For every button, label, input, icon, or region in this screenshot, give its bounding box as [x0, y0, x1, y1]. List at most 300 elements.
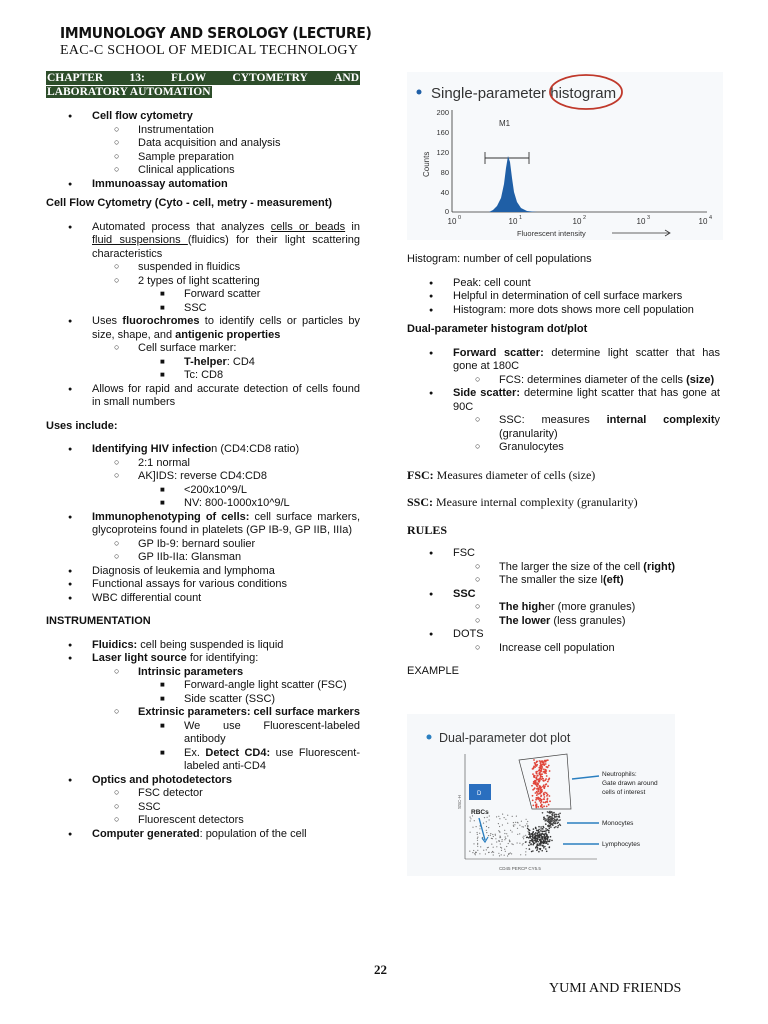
- monocyte-dot: [555, 823, 557, 825]
- subsubitem: ■ We use Fluorescent-labeled antibody: [46, 720, 360, 747]
- neutrophil-dot: [547, 781, 549, 783]
- neutrophils-label: Gate drawn around: [602, 780, 658, 787]
- debris-dot: [525, 835, 526, 836]
- lymphocyte-dot: [528, 845, 530, 847]
- lymphocyte-dot: [546, 835, 548, 837]
- debris-dot: [491, 844, 492, 845]
- lymphocyte-dot: [545, 828, 547, 830]
- subitem: ○ suspended in fluidics: [46, 261, 360, 275]
- debris-dot: [523, 836, 524, 837]
- lymphocyte-dot: [544, 840, 546, 842]
- neutrophil-dot: [532, 805, 534, 807]
- neutrophil-dot: [549, 800, 551, 802]
- monocyte-dot: [552, 820, 554, 822]
- debris-dot: [527, 821, 528, 822]
- lymphocyte-dot: [538, 851, 540, 853]
- neutrophil-dot: [543, 802, 545, 804]
- neutrophil-dot: [543, 768, 545, 770]
- bullet: ● Histogram: more dots shows more cell population: [407, 304, 720, 318]
- debris-dot: [502, 839, 503, 840]
- lymphocyte-dot: [533, 838, 535, 840]
- debris-dot: [522, 826, 523, 827]
- subitem: ○ FCS: determines diameter of the cells (size): [407, 374, 720, 388]
- monocyte-dot: [559, 813, 561, 815]
- neutrophil-dot: [546, 792, 548, 794]
- neutrophil-dot: [535, 797, 537, 799]
- lymphocyte-dot: [533, 828, 535, 830]
- monocyte-dot: [549, 822, 551, 824]
- debris-dot: [489, 815, 490, 816]
- monocyte-dot: [557, 822, 559, 824]
- debris-dot: [517, 822, 518, 823]
- lymphocyte-dot: [532, 837, 534, 839]
- lymphocyte-dot: [529, 848, 531, 850]
- monocyte-dot: [547, 815, 549, 817]
- neutrophil-dot: [545, 763, 547, 765]
- lymphocyte-dot: [533, 840, 535, 842]
- lymphocyte-dot: [537, 843, 539, 845]
- lymphocyte-dot: [549, 839, 551, 841]
- neutrophil-dot: [535, 801, 537, 803]
- debris-dot: [509, 853, 510, 854]
- y-tick: 40: [440, 188, 449, 197]
- toc-subitem: ○ Instrumentation: [46, 124, 360, 138]
- neutrophil-dot: [534, 780, 536, 782]
- debris-dot: [525, 825, 526, 826]
- neutrophil-dot: [533, 768, 535, 770]
- debris-dot: [487, 847, 488, 848]
- debris-dot: [498, 853, 499, 854]
- monocyte-dot: [542, 828, 544, 830]
- monocyte-dot: [559, 824, 561, 826]
- monocyte-dot: [542, 812, 544, 814]
- neutrophil-dot: [537, 793, 539, 795]
- lymphocyte-dot: [535, 828, 537, 830]
- debris-dot: [523, 826, 524, 827]
- rule-ssc: ● SSC: [407, 588, 720, 602]
- bullet-laser: ● Laser light source for identifying:: [46, 652, 360, 666]
- bullet-hiv: ● Identifying HIV infection (CD4:CD8 ratio): [46, 443, 360, 457]
- debris-dot: [516, 816, 517, 817]
- school-name: EAC-C SCHOOL OF MEDICAL TECHNOLOGY: [60, 43, 359, 58]
- neutrophil-dot: [535, 765, 537, 767]
- subitem: ○ Cell surface marker:: [46, 342, 360, 356]
- gate-box-label: D: [477, 791, 482, 797]
- debris-dot: [513, 825, 514, 826]
- footer-credit: YUMI AND FRIENDS: [549, 981, 682, 996]
- debris-dot: [472, 827, 473, 828]
- lymphocyte-dot: [539, 837, 541, 839]
- debris-dot: [504, 833, 505, 834]
- neutrophil-dot: [532, 789, 534, 791]
- debris-dot: [506, 833, 507, 834]
- neutrophil-dot: [535, 771, 537, 773]
- bullet: ● Functional assays for various conditions: [46, 578, 360, 592]
- debris-dot: [520, 854, 521, 855]
- monocyte-dot: [552, 825, 554, 827]
- lymphocyte-dot: [539, 843, 541, 845]
- figure-title: Dual-parameter dot plot: [439, 731, 571, 745]
- debris-dot: [501, 841, 502, 842]
- lymphocyte-dot: [539, 835, 541, 837]
- lymphocyte-dot: [538, 826, 540, 828]
- neutrophil-dot: [541, 766, 543, 768]
- monocyte-dot: [549, 812, 551, 814]
- lymphocyte-dot: [540, 841, 542, 843]
- lymphocyte-dot: [534, 833, 536, 835]
- debris-dot: [496, 846, 497, 847]
- monocyte-dot: [548, 817, 550, 819]
- debris-dot: [493, 852, 494, 853]
- lymphocyte-dot: [545, 848, 547, 850]
- lymphocyte-dot: [529, 836, 531, 838]
- neutrophil-dot: [539, 765, 541, 767]
- debris-dot: [474, 820, 475, 821]
- subsubitem: ■ <200x10^9/L: [46, 484, 360, 498]
- lymphocyte-dot: [551, 840, 553, 842]
- neutrophil-dot: [543, 805, 545, 807]
- ssc-definition: SSC: Measure internal complexity (granularity): [407, 495, 638, 509]
- lymphocyte-dot: [527, 828, 529, 830]
- neutrophil-dot: [535, 783, 537, 785]
- debris-dot: [526, 819, 527, 820]
- debris-dot: [510, 830, 511, 831]
- lymphocyte-dot: [537, 834, 539, 836]
- debris-dot: [519, 833, 520, 834]
- debris-dot: [523, 838, 524, 839]
- toc-subitem: ○ Data acquisition and analysis: [46, 137, 360, 151]
- debris-dot: [528, 831, 529, 832]
- left-column: [46, 110, 360, 841]
- debris-dot: [499, 855, 500, 856]
- x-tick: 10: [636, 217, 646, 226]
- neutrophil-dot: [539, 777, 541, 779]
- debris-dot: [517, 828, 518, 829]
- lymphocyte-dot: [541, 836, 543, 838]
- neutrophil-dot: [532, 795, 534, 797]
- lymphocyte-dot: [532, 850, 534, 852]
- bullet-computer: ● Computer generated: population of the cell: [46, 828, 360, 842]
- debris-dot: [514, 824, 515, 825]
- x-tick: 10: [447, 217, 457, 226]
- neutrophil-dot: [543, 764, 545, 766]
- debris-dot: [488, 835, 489, 836]
- debris-dot: [511, 853, 512, 854]
- figure-title: Single-parameter histogram: [431, 85, 617, 102]
- monocyte-dot: [557, 827, 559, 829]
- lymphocyte-dot: [546, 834, 548, 836]
- lymphocyte-dot: [539, 831, 541, 833]
- debris-dot: [521, 821, 522, 822]
- neutrophil-dot: [548, 804, 550, 806]
- neutrophil-dot: [534, 766, 536, 768]
- neutrophils-label: Neutrophils:: [602, 771, 637, 778]
- monocyte-dot: [556, 814, 558, 816]
- lymphocyte-dot: [537, 848, 539, 850]
- x-axis-label: CD45 PERCP CY5.5: [499, 866, 541, 871]
- neutrophil-dot: [545, 784, 547, 786]
- debris-dot: [477, 843, 478, 844]
- subitem: ○ FSC detector: [46, 787, 360, 801]
- neutrophil-dot: [547, 785, 549, 787]
- lymphocyte-dot: [530, 844, 532, 846]
- bullet: ● WBC differential count: [46, 592, 360, 606]
- debris-dot: [470, 818, 471, 819]
- lymphocyte-dot: [546, 841, 548, 843]
- lymphocyte-dot: [544, 842, 546, 844]
- debris-dot: [504, 855, 505, 856]
- debris-dot: [505, 819, 506, 820]
- neutrophil-dot: [540, 791, 542, 793]
- monocyte-dot: [543, 817, 545, 819]
- lymphocyte-dot: [529, 842, 531, 844]
- lymphocyte-dot: [544, 846, 546, 848]
- debris-dot: [473, 850, 474, 851]
- debris-dot: [492, 834, 493, 835]
- neutrophil-dot: [538, 791, 540, 793]
- bullet-allows: ● Allows for rapid and accurate detection of cells found in small numbers: [46, 383, 360, 410]
- bullet-fluidics: ● Fluidics: cell being suspended is liquid: [46, 639, 360, 653]
- monocyte-dot: [556, 816, 558, 818]
- monocyte-dot: [548, 821, 550, 823]
- lymphocyte-dot: [527, 825, 529, 827]
- rule-dots: ● DOTS: [407, 628, 720, 642]
- debris-dot: [526, 823, 527, 824]
- neutrophil-dot: [531, 785, 533, 787]
- bullet-immunophenotyping: ● Immunophenotyping of cells: cell surface markers, glycoproteins found in platelets (GP IB-9, GP IIB, IIIa): [46, 511, 360, 538]
- monocyte-dot: [558, 825, 560, 827]
- lymphocyte-dot: [541, 850, 543, 852]
- neutrophil-dot: [542, 771, 544, 773]
- lymphocyte-dot: [546, 851, 548, 853]
- debris-dot: [479, 853, 480, 854]
- lymphocyte-dot: [536, 840, 538, 842]
- neutrophil-dot: [535, 799, 537, 801]
- neutrophil-dot: [532, 773, 534, 775]
- subsubitem: ■ Forward scatter: [46, 288, 360, 302]
- y-tick: 200: [436, 108, 449, 117]
- debris-dot: [525, 851, 526, 852]
- debris-dot: [519, 825, 520, 826]
- lymphocyte-dot: [532, 834, 534, 836]
- lymphocyte-dot: [543, 847, 545, 849]
- lymphocyte-dot: [542, 837, 544, 839]
- bullet: ● Diagnosis of leukemia and lymphoma: [46, 565, 360, 579]
- neutrophil-dot: [548, 765, 550, 767]
- debris-dot: [501, 850, 502, 851]
- monocyte-dot: [559, 819, 561, 821]
- monocyte-dot: [554, 814, 556, 816]
- debris-dot: [513, 822, 514, 823]
- lymphocyte-dot: [537, 847, 539, 849]
- lymphocyte-dot: [543, 834, 545, 836]
- debris-dot: [477, 834, 478, 835]
- rule-fsc: ● FSC: [407, 547, 720, 561]
- debris-dot: [477, 840, 478, 841]
- lymphocyte-dot: [549, 847, 551, 849]
- debris-dot: [493, 836, 494, 837]
- subitem: ○ 2:1 normal: [46, 457, 360, 471]
- neutrophil-dot: [539, 798, 541, 800]
- debris-dot: [493, 847, 494, 848]
- subsubitem: ■ Forward-angle light scatter (FSC): [46, 679, 360, 693]
- debris-dot: [512, 831, 513, 832]
- neutrophil-dot: [541, 768, 543, 770]
- debris-dot: [513, 844, 514, 845]
- monocyte-dot: [550, 826, 552, 828]
- monocyte-dot: [553, 818, 555, 820]
- rules-heading: RULES: [407, 522, 448, 537]
- subitem: ○ The larger the size of the cell (right): [407, 561, 720, 575]
- monocyte-dot: [550, 818, 552, 820]
- lymphocyte-dot: [535, 847, 537, 849]
- bullet-forward-scatter: ● Forward scatter: determine light scatter that has gone at 180C: [407, 347, 720, 374]
- x-tick: 10: [698, 217, 708, 226]
- monocyte-dot: [551, 816, 553, 818]
- bullet-fluorochromes: ● Uses fluorochromes to identify cells or particles by size, shape, and antigenic properties: [46, 315, 360, 342]
- neutrophil-dot: [533, 775, 535, 777]
- histogram-caption: Histogram: number of cell populations: [407, 253, 592, 265]
- debris-dot: [510, 852, 511, 853]
- lymphocyte-dot: [540, 826, 542, 828]
- neutrophil-dot: [549, 770, 551, 772]
- monocyte-dot: [553, 812, 555, 814]
- monocyte-dot: [554, 827, 556, 829]
- debris-dot: [522, 844, 523, 845]
- debris-dot: [486, 826, 487, 827]
- debris-dot: [505, 836, 506, 837]
- debris-dot: [491, 852, 492, 853]
- chapter-word: CHAPTER: [47, 72, 104, 84]
- subitem: ○ Extrinsic parameters: cell surface markers: [46, 706, 360, 720]
- debris-dot: [496, 841, 497, 842]
- neutrophil-dot: [542, 780, 544, 782]
- debris-dot: [490, 833, 491, 834]
- x-tick-exp: 0: [458, 215, 462, 221]
- debris-dot: [504, 830, 505, 831]
- lymphocyte-dot: [541, 834, 543, 836]
- lymphocyte-dot: [549, 841, 551, 843]
- debris-dot: [475, 854, 476, 855]
- monocyte-dot: [552, 812, 554, 814]
- neutrophil-dot: [539, 762, 541, 764]
- lymphocyte-dot: [538, 829, 540, 831]
- debris-dot: [473, 843, 474, 844]
- bullet-automated: ● Automated process that analyzes cells or beads in fluid suspensions (fluidics) for their light scattering characteristics: [46, 221, 360, 262]
- debris-dot: [479, 828, 480, 829]
- y-tick: 80: [440, 168, 449, 177]
- debris-dot: [499, 818, 500, 819]
- neutrophil-dot: [540, 776, 542, 778]
- debris-dot: [509, 841, 510, 842]
- y-tick: 120: [436, 148, 449, 157]
- lymphocyte-dot: [547, 829, 549, 831]
- debris-dot: [474, 853, 475, 854]
- neutrophil-dot: [546, 806, 548, 808]
- neutrophil-dot: [540, 760, 542, 762]
- lymphocyte-dot: [537, 838, 539, 840]
- debris-dot: [489, 819, 490, 820]
- subitem: ○ 2 types of light scattering: [46, 275, 360, 289]
- neutrophil-dot: [545, 801, 547, 803]
- toc-subitem: ○ Clinical applications: [46, 164, 360, 178]
- bullet-icon: [417, 90, 422, 95]
- bullet-optics: ● Optics and photodetectors: [46, 774, 360, 788]
- monocytes-label: Monocytes: [602, 820, 634, 827]
- subitem: ○ The smaller the size l(eft): [407, 574, 720, 588]
- neutrophil-dot: [536, 794, 538, 796]
- lymphocyte-dot: [548, 832, 550, 834]
- debris-dot: [476, 826, 477, 827]
- monocyte-dot: [555, 826, 557, 828]
- monocyte-dot: [549, 828, 551, 830]
- lymphocyte-dot: [543, 843, 545, 845]
- debris-dot: [499, 831, 500, 832]
- neutrophil-dot: [543, 798, 545, 800]
- neutrophil-dot: [547, 759, 549, 761]
- debris-dot: [472, 852, 473, 853]
- neutrophil-dot: [536, 777, 538, 779]
- debris-dot: [477, 838, 478, 839]
- lymphocyte-dot: [545, 832, 547, 834]
- subsubitem: ■ NV: 800-1000x10^9/L: [46, 497, 360, 511]
- neutrophil-dot: [537, 788, 539, 790]
- debris-dot: [509, 840, 510, 841]
- x-tick: 10: [572, 217, 582, 226]
- subitem: ○ Fluorescent detectors: [46, 814, 360, 828]
- lymphocyte-dot: [542, 845, 544, 847]
- debris-dot: [488, 827, 489, 828]
- subitem: ○ The lower (less granules): [407, 615, 720, 629]
- debris-dot: [490, 835, 491, 836]
- debris-dot: [502, 824, 503, 825]
- neutrophil-dot: [538, 767, 540, 769]
- subitem: ○ AK]IDS: reverse CD4:CD8: [46, 470, 360, 484]
- debris-dot: [470, 820, 471, 821]
- neutrophil-dot: [544, 796, 546, 798]
- lymphocytes-label: Lymphocytes: [602, 841, 641, 848]
- y-tick: 160: [436, 128, 449, 137]
- monocyte-dot: [545, 823, 547, 825]
- lymphocyte-dot: [535, 836, 537, 838]
- fsc-definition: FSC: Measures diameter of cells (size): [407, 467, 596, 482]
- page-number: 22: [374, 962, 387, 977]
- lymphocyte-dot: [542, 831, 544, 833]
- debris-dot: [477, 832, 478, 833]
- bullet: ● Peak: cell count: [407, 277, 720, 291]
- toc-item: ● Immunoassay automation: [46, 178, 360, 192]
- dotplot-figure: [407, 714, 675, 876]
- debris-dot: [498, 823, 499, 824]
- lymphocyte-dot: [531, 838, 533, 840]
- debris-dot: [498, 830, 499, 831]
- debris-dot: [507, 823, 508, 824]
- neutrophil-dot: [533, 759, 535, 761]
- neutrophil-dot: [538, 780, 540, 782]
- x-tick-exp: 2: [583, 215, 587, 221]
- debris-dot: [479, 833, 480, 834]
- lymphocyte-dot: [532, 841, 534, 843]
- neutrophil-dot: [539, 800, 541, 802]
- debris-dot: [487, 817, 488, 818]
- debris-dot: [498, 841, 499, 842]
- debris-dot: [501, 854, 502, 855]
- debris-dot: [483, 823, 484, 824]
- neutrophil-dot: [537, 806, 539, 808]
- section-heading: Cell Flow Cytometry (Cyto - cell, metry - measurement): [46, 197, 333, 209]
- x-tick-exp: 1: [519, 215, 523, 221]
- lymphocyte-dot: [536, 850, 538, 852]
